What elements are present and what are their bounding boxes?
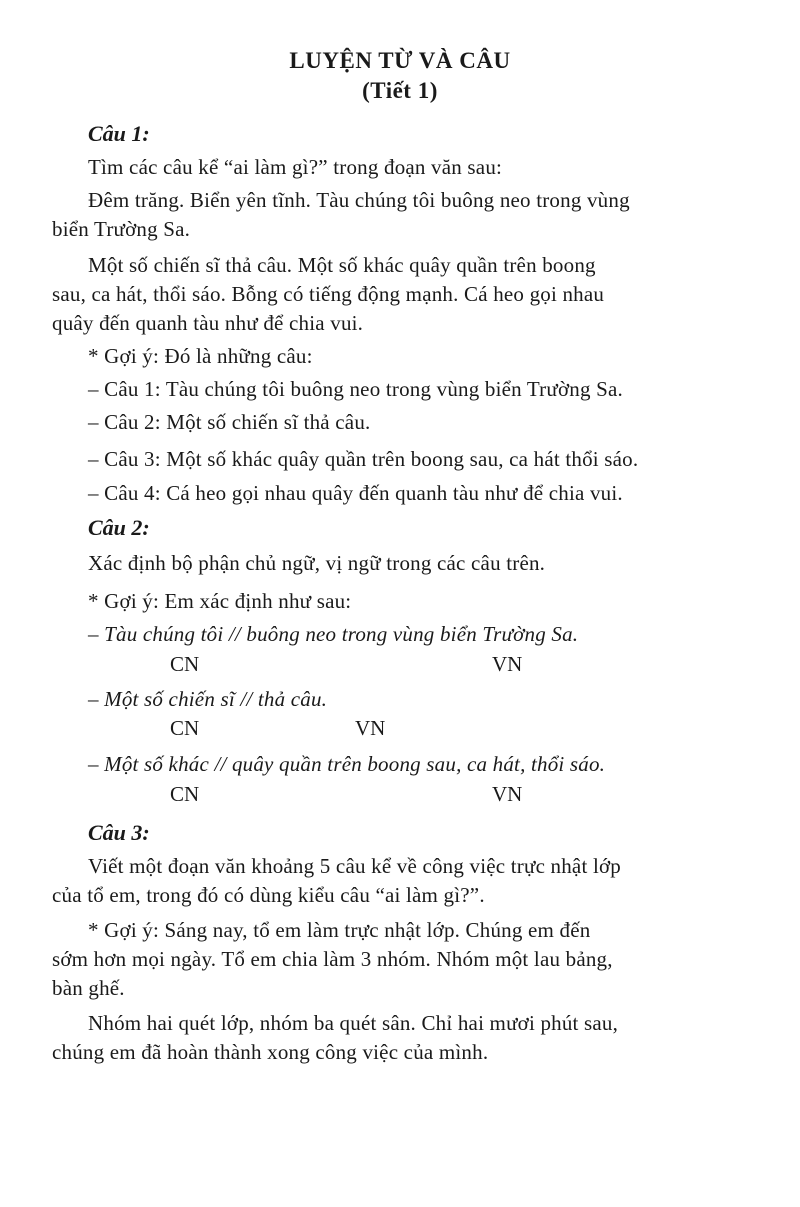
q1-prompt: Tìm các câu kể “ai làm gì?” trong đoạn văn sau:: [88, 155, 503, 179]
predicate-label: VN: [492, 652, 523, 676]
q1-passage-line: Một số chiến sĩ thả câu. Một số khác quây quần trên boong: [88, 253, 596, 277]
q3-prompt-line: Viết một đoạn văn khoảng 5 câu kể về công việc trực nhật lớp: [88, 854, 621, 878]
page-title: LUYỆN TỪ VÀ CÂU: [289, 48, 511, 73]
page-subtitle: (Tiết 1): [362, 78, 438, 103]
q2-prompt: Xác định bộ phận chủ ngữ, vị ngữ trong các câu trên.: [88, 551, 546, 575]
predicate-label: VN: [492, 782, 523, 806]
q3-hint-line: bàn ghế.: [52, 976, 125, 1000]
q1-passage-line: Đêm trăng. Biển yên tĩnh. Tàu chúng tôi buông neo trong vùng: [88, 188, 630, 212]
q2-hint: * Gợi ý: Em xác định như sau:: [88, 589, 352, 613]
q2-analysis-sentence: – Một số chiến sĩ // thả câu.: [88, 687, 328, 711]
q1-answer: – Câu 4: Cá heo gọi nhau quây đến quanh tàu như để chia vui.: [88, 481, 623, 505]
q3-hint-line: sớm hơn mọi ngày. Tổ em chia làm 3 nhóm. Nhóm một lau bảng,: [52, 947, 613, 971]
q1-passage-line: sau, ca hát, thổi sáo. Bỗng có tiếng động mạnh. Cá heo gọi nhau: [52, 282, 605, 306]
question-3-heading: Câu 3:: [88, 820, 150, 845]
subject-label: CN: [170, 716, 200, 740]
subject-label: CN: [170, 782, 200, 806]
predicate-label: VN: [355, 716, 386, 740]
q1-answer: – Câu 3: Một số khác quây quần trên boong sau, ca hát thổi sáo.: [88, 447, 639, 471]
q1-answer: – Câu 1: Tàu chúng tôi buông neo trong vùng biển Trường Sa.: [88, 377, 623, 401]
q2-analysis-sentence: – Tàu chúng tôi // buông neo trong vùng biển Trường Sa.: [88, 622, 579, 646]
q3-prompt-line: của tổ em, trong đó có dùng kiểu câu “ai làm gì?”.: [52, 883, 485, 907]
subject-label: CN: [170, 652, 200, 676]
question-2-heading: Câu 2:: [88, 515, 150, 540]
question-1-heading: Câu 1:: [88, 121, 150, 146]
q1-passage-line: biển Trường Sa.: [52, 217, 191, 241]
q3-paragraph-line: chúng em đã hoàn thành xong công việc của mình.: [52, 1040, 489, 1064]
q1-hint: * Gợi ý: Đó là những câu:: [88, 344, 313, 368]
q2-analysis-sentence: – Một số khác // quây quần trên boong sau, ca hát, thổi sáo.: [88, 752, 606, 776]
q1-passage-line: quây đến quanh tàu như để chia vui.: [52, 311, 364, 335]
q1-answer: – Câu 2: Một số chiến sĩ thả câu.: [88, 410, 371, 434]
q3-paragraph-line: Nhóm hai quét lớp, nhóm ba quét sân. Chỉ hai mươi phút sau,: [88, 1011, 619, 1035]
q3-hint-line: * Gợi ý: Sáng nay, tổ em làm trực nhật lớp. Chúng em đến: [88, 918, 591, 942]
